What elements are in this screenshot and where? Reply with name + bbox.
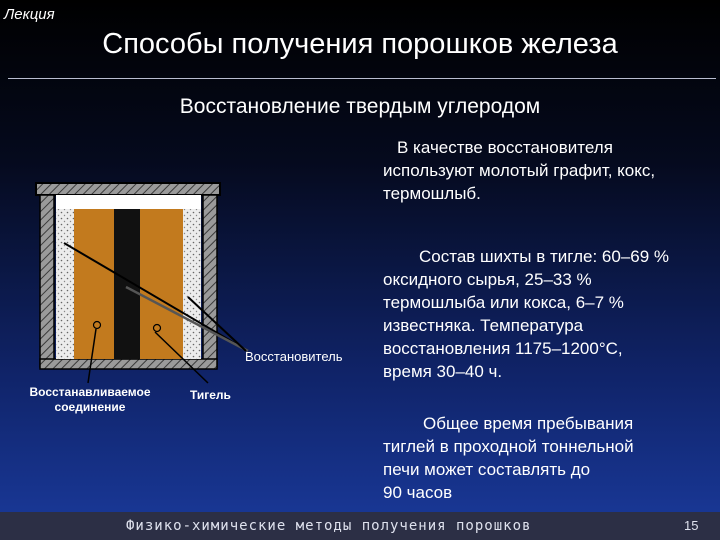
crucible-bottom [40, 359, 217, 369]
paragraph-line: В качестве восстановителя [397, 138, 613, 157]
title-divider [8, 78, 716, 79]
label-crucible: Тигель [190, 388, 231, 402]
compound-layer-left [74, 209, 114, 359]
label-compound-line1: Восстанавливаемое [29, 385, 151, 399]
crucible-wall-right [203, 195, 217, 367]
paragraph-charge-composition [383, 245, 713, 383]
paragraph-line: 90 часов [383, 483, 453, 502]
paragraph-line: термошлыб. [383, 184, 481, 203]
slide-title: Способы получения порошков железа [102, 28, 618, 60]
crucible-lid [36, 183, 220, 195]
paragraph-line: восстановления 1175–1200°С, [383, 339, 623, 358]
paragraph-line: тиглей в проходной тоннельной [383, 437, 634, 456]
label-compound [2, 385, 178, 415]
label-reducer: Восстановитель [245, 349, 343, 364]
paragraph-line: оксидного сырья, 25–33 % [383, 270, 592, 289]
paragraph-line: время 30–40 ч. [383, 362, 503, 381]
crucible-wall-left [40, 195, 54, 367]
paragraph-line: используют молотый графит, кокс, [383, 161, 656, 180]
paragraph-line: Состав шихты в тигле: 60–69 % [419, 247, 670, 266]
reducer-layer-left [56, 209, 74, 359]
reducer-layer-right [183, 209, 201, 359]
paragraph-line: Общее время пребывания [423, 414, 634, 433]
paragraph-line: печи может составлять до [383, 460, 591, 479]
label-compound-line2: соединение [54, 400, 126, 414]
lecture-tag: Лекция [4, 6, 55, 23]
slide-subtitle: Восстановление твердым углеродом [179, 95, 541, 118]
paragraph-line: термошлыба или кокса, 6–7 % [383, 293, 624, 312]
compound-layer-right [140, 209, 183, 359]
crucible-gap [56, 195, 201, 209]
paragraph-reducer-materials [383, 136, 713, 205]
paragraph-total-time [383, 412, 703, 504]
page-number: 15 [684, 518, 699, 533]
paragraph-line: известняка. Температура [383, 316, 584, 335]
footer-course-title: Физико-химические методы получения порошков [126, 518, 532, 534]
reducer-core [114, 209, 140, 359]
